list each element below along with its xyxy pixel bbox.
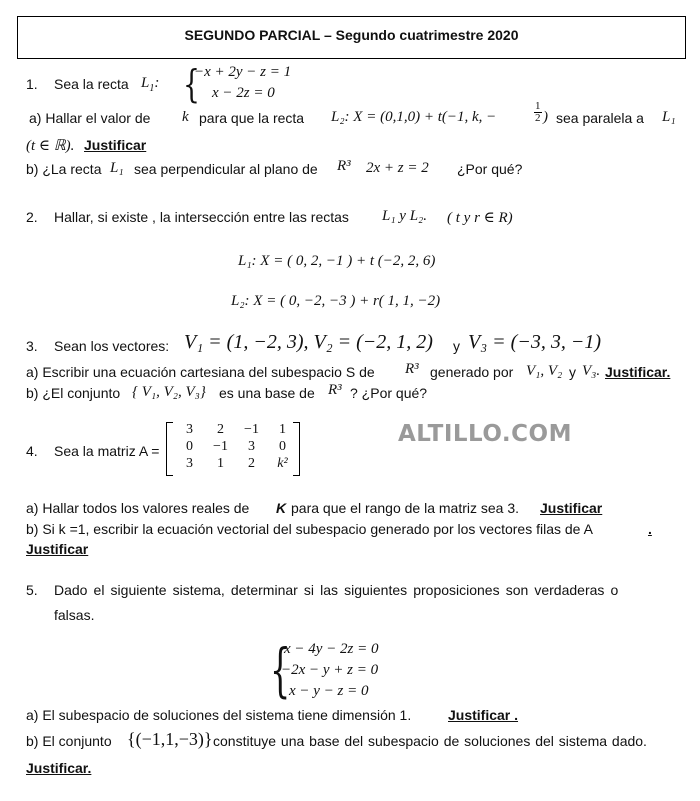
q1-L1: $L_1$: (141, 75, 160, 94)
q4b-justify: Justificar (26, 541, 89, 557)
q5b-set: {(−1,1,−3)} (127, 729, 213, 749)
q2-text: Hallar, si existe , la intersección entre las rectas (54, 209, 349, 225)
matrix-cell: 3 (186, 421, 193, 437)
q3a-text: a) Escribir una ecuación cartesiana del subespacio S de (26, 364, 375, 380)
q1-number: 1. (26, 76, 38, 92)
q1a-k: k (182, 109, 189, 125)
matrix-cell: 1 (279, 421, 286, 437)
matrix-A (166, 422, 300, 478)
q4-number: 4. (26, 443, 38, 459)
q1a-close: ) (543, 109, 548, 125)
q2-params: ( t y r ∈ R) (447, 210, 513, 226)
q2-number: 2. (26, 209, 38, 225)
matrix-cell: −1 (244, 421, 259, 437)
system-brace: { (270, 636, 291, 704)
q3-v3: V₃ = (−3, 3, −1) (468, 331, 601, 353)
matrix-cell: −1 (213, 438, 228, 454)
q4b-text: b) Si k =1, escribir la ecuación vectorial del subespacio generado por los vectores filas de A (26, 521, 593, 537)
system-brace: { (183, 62, 200, 106)
q5b-text: b) El conjunto (26, 733, 112, 749)
q3-number: 3. (26, 338, 38, 354)
matrix-row (174, 438, 298, 455)
q5-eq2: −2x − y + z = 0 (281, 662, 379, 678)
q5-eq1: x − 4y − 2z = 0 (284, 641, 379, 657)
q5b-justify: Justificar. (26, 760, 92, 776)
q4a-mid: para que el rango de la matriz sea 3. (291, 500, 520, 516)
q2-lines: L₁ y L₂. (382, 208, 428, 224)
matrix-cell: 2 (248, 455, 255, 471)
q3b-R3: R³ (328, 382, 342, 398)
matrix-row (174, 455, 298, 472)
q2-L1: L₁: X = ( 0, 2, −1 ) + t (−2, 2, 6) (238, 253, 436, 269)
matrix-cell: 0 (186, 438, 193, 454)
matrix-cell: k² (277, 455, 288, 471)
q5a-text: a) El subespacio de soluciones del sistema tiene dimensión 1. (26, 707, 412, 723)
q3-intro: Sean los vectores: (54, 338, 170, 354)
q1b-end: ¿Por qué? (457, 161, 523, 177)
q4b-dot: . (648, 521, 652, 537)
q1-eq1: −x + 2y − z = 1 (194, 64, 292, 80)
q3-y: y (453, 338, 460, 354)
q1a-tail: sea paralela a (556, 110, 644, 126)
matrix-row (174, 421, 298, 438)
q5-line2: falsas. (54, 607, 95, 623)
header-box (17, 16, 686, 59)
q3b-mid: es una base de (219, 385, 315, 401)
matrix-cell: 2 (217, 421, 224, 437)
q3b-end: ? ¿Por qué? (350, 385, 428, 401)
matrix-cell: 1 (217, 455, 224, 471)
q5-line1: Dado el siguiente sistema, determinar si las siguientes proposiciones son verdaderas o (54, 582, 619, 598)
q4a-text: a) Hallar todos los valores reales de (26, 500, 250, 516)
q3a-vectors: V₁, V₂ (526, 363, 563, 379)
q1a-mid: para que la recta (199, 110, 305, 126)
watermark-logo: ALTILLO.COM (398, 421, 572, 447)
q1b-text: b) ¿La recta (26, 161, 102, 177)
q5-number: 5. (26, 582, 38, 598)
q3a-R3: R³ (405, 361, 419, 377)
q4-intro: Sea la matriz A = (54, 443, 160, 459)
q1b-L1: L₁ (110, 160, 124, 176)
q1b-mid: sea perpendicular al plano de (134, 161, 318, 177)
q1a-L1: L₁ (662, 109, 676, 125)
q2-L2: L₂: X = ( 0, −2, −3 ) + r( 1, 1, −2) (231, 293, 441, 309)
q1a-justify: Justificar (84, 137, 147, 153)
q1b-plane: 2x + z = 2 (366, 160, 429, 176)
matrix-table (174, 421, 298, 472)
q3a-v3: V₃. (582, 363, 601, 379)
q3b-text: b) ¿El conjunto (26, 385, 121, 401)
q1-eq2: x − 2z = 0 (212, 85, 275, 101)
q1a-L2: L₂: X = (0,1,0) + t(−1, k, − (331, 109, 497, 125)
q1a-param: (t ∈ ℝ). (26, 138, 75, 154)
q1a-fraction: 1 2 (535, 100, 541, 124)
q5a-justify: Justificar . (448, 707, 519, 723)
q4a-K: K (276, 500, 287, 516)
q4a-justify: Justificar (540, 500, 603, 516)
matrix-cell: 3 (186, 455, 193, 471)
q1a-prefix: a) Hallar el valor de (29, 110, 151, 126)
matrix-cell: 3 (248, 438, 255, 454)
q3a-y: y (569, 364, 576, 380)
q1b-R3: R³ (337, 158, 351, 174)
q3-vectors: V₁ = (1, −2, 3), V₂ = (−2, 1, 2) (184, 331, 433, 353)
q1-intro: Sea la recta (54, 76, 129, 92)
q3b-set: { V₁, V₂, V₃} (132, 384, 206, 400)
q3a-mid: generado por (430, 364, 514, 380)
q3a-justify: Justificar. (605, 364, 671, 380)
exam-title: SEGUNDO PARCIAL – Segundo cuatrimestre 2020 (184, 27, 519, 43)
matrix-cell: 0 (279, 438, 286, 454)
q5b-tail: constituye una base del subespacio de soluciones del sistema dado. (213, 733, 647, 749)
q5-eq3: x − y − z = 0 (289, 683, 369, 699)
